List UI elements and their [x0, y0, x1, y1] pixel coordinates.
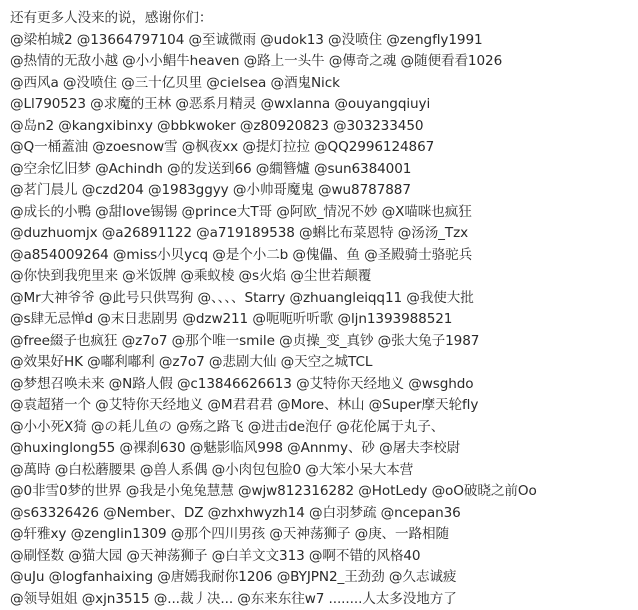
mention-line: @Mr大神爷爷 @此号只供骂狗 @、、、、Starry @zhuangleiqq11 @我使大批	[10, 288, 634, 310]
mention-line: @free綴子也疯狂 @z7o7 @那个唯一smile @贞操_变_真钞 @张大兔子1987	[10, 331, 634, 353]
mention-line: @萬時 @白松蘑腰果 @兽人系偶 @小肉包包脸0 @大笨小呆大本营	[10, 460, 634, 482]
mention-line: @0非雪0梦的世界 @我是小兔兔慧慧 @wjw812316282 @HotLedy @oO破晓之前Oo	[10, 481, 634, 503]
intro-line: 还有更多人没来的说，感谢你们：	[10, 8, 634, 30]
mention-line: @梦想召唤未来 @N路人假 @c13846626613 @艾特你天经地义 @wsghdo	[10, 374, 634, 396]
mention-line: @西风a @没喷住 @三十亿贝里 @cielsea @酒鬼Nick	[10, 73, 634, 95]
mention-line: @梁柏城2 @13664797104 @至诚微雨 @udok13 @没喷住 @zengfly1991	[10, 30, 634, 52]
mention-line: @s肆无忌惮d @末日悲剧男 @dzw211 @呃呃听听歌 @ljn1393988521	[10, 309, 634, 331]
thanks-message	[10, 8, 634, 610]
mention-line: @a854009264 @miss小贝ycq @是个小二b @傀儡、鱼 @圣殿骑士骆驼兵	[10, 245, 634, 267]
mention-line: @Ll790523 @求魔的王林 @恶系月精灵 @wxlanna @ouyangqiuyi	[10, 94, 634, 116]
mention-line: @茗门晨儿 @czd204 @1983ggyy @小帅哥魔鬼 @wu8787887	[10, 180, 634, 202]
mention-line: @效果好HK @嘟利嘟利 @z7o7 @悲剧大仙 @天空之城TCL	[10, 352, 634, 374]
mention-line: @小小死X猗 @の耗儿鱼の @殇之路飞 @进击de泡仔 @花伦属于丸子、	[10, 417, 634, 439]
mention-line: @热情的无敌小越 @小小鲳牛heaven @路上一头牛 @傳奇之魂 @随便看看1026	[10, 51, 634, 73]
mention-line: @袁超猪一个 @艾特你天经地义 @M君君君 @More、林山 @Super摩天轮fly	[10, 395, 634, 417]
mention-line: @你快到我兜里来 @米饭牌 @乘蚁棱 @s火焰 @尘世若颠覆	[10, 266, 634, 288]
mention-line: @空余忆旧梦 @Achindh @的发送到66 @繝簪爐 @sun6384001	[10, 159, 634, 181]
mention-line: @刷怪数 @猫大园 @天神荡狮子 @白羊文文313 @啊不错的风格40	[10, 546, 634, 568]
closing-line: @领导姐姐 @xjn3515 @...裁丿决... @东来东往w7 ........人太多没地方了	[10, 589, 634, 610]
mention-line: @huxinglong55 @裸刹630 @魅影临风998 @Annmy、砂 @屠夫李校尉	[10, 438, 634, 460]
mention-line: @uJu @logfanhaixing @唐嫣我耐你1206 @BYJPN2_王劲劲 @久志诚疲	[10, 567, 634, 589]
mention-line: @duzhuomjx @a26891122 @a719189538 @蝌比布菜恩特 @汤汤_Tzx	[10, 223, 634, 245]
mention-line: @岛n2 @kangxibinxy @bbkwoker @z80920823 @303233450	[10, 116, 634, 138]
mention-line: @Q一桶蓋油 @zoesnow雪 @枫夜xx @提灯拉拉 @QQ2996124867	[10, 137, 634, 159]
mention-line: @s63326426 @Nember、DZ @zhxhwyzh14 @白羽梦疏 @ncepan36	[10, 503, 634, 525]
mention-line: @成长的小鴨 @甜love锡锡 @prince大T哥 @阿欧_情况不妙 @X喵咪也疯狂	[10, 202, 634, 224]
mention-line: @轩雅xy @zenglin1309 @那个四川男孩 @天神荡狮子 @庚、一路相随	[10, 524, 634, 546]
